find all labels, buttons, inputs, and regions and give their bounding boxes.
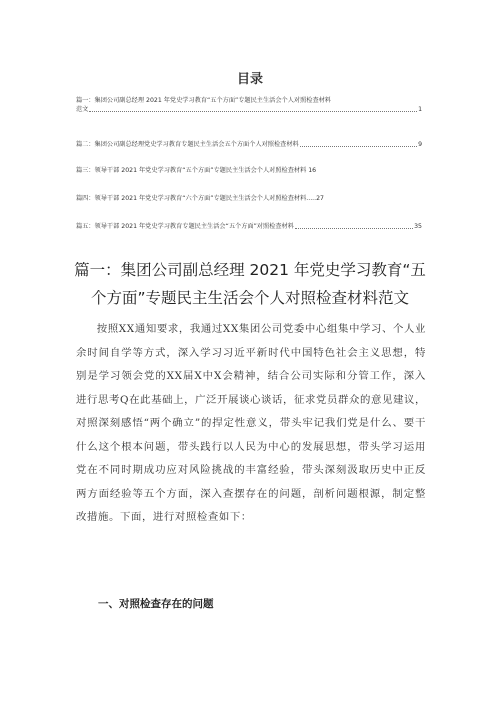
- toc-leader-dots: [295, 228, 413, 229]
- toc-title: 目录: [236, 72, 263, 87]
- toc-entry-2[interactable]: [76, 140, 422, 149]
- toc-entry-5[interactable]: [76, 222, 422, 231]
- toc-entry-5-page: 35: [414, 223, 422, 230]
- toc-entry-4[interactable]: [76, 194, 422, 203]
- toc-entry-4-text: 篇四：领导干部 2021 年党史学习教育“六个方面”专题民主生活会个人对照检查材料.....27: [76, 195, 324, 202]
- article-body: [76, 318, 426, 530]
- toc-entry-1-page: 1: [418, 106, 422, 113]
- section-heading: 一、对照检查存在的问题: [98, 598, 214, 610]
- toc-entry-5-text: 篇五：领导干部 2021 年党史学习教育专题民主生活会“五个方面”对照检查材料: [76, 223, 294, 230]
- toc-leader-dots: [300, 146, 417, 147]
- article-heading-line2: 个方面”专题民主生活会个人对照检查材料范文: [90, 289, 410, 307]
- article-heading: [70, 256, 430, 312]
- toc-leader-dots: [89, 111, 417, 112]
- toc-entry-1[interactable]: [76, 96, 422, 114]
- toc-entry-2-page: 9: [418, 141, 422, 148]
- toc-entry-3-text: 篇三：领导干部 2021 年党史学习教育“五个方面”专题民主生活会个人对照检查材料 16: [76, 167, 317, 174]
- article-heading-line1: 篇一：集团公司副总经理 2021 年党史学习教育“五: [74, 261, 426, 279]
- toc-entry-3[interactable]: [76, 166, 422, 175]
- body-paragraph: 按照XX通知要求，我通过XX集团公司党委中心组集中学习、个人业余时间自学等方式，深入学习习近平新时代中国特色社会主义思想，特别是学习领会党的XX届X中X会精神，结合公司实际和分管工作，深入进行思考Q在此基础上，广泛开展谈心谈话，征求党员群众的意见建议，对照深刻感悟“两个确立”的捍定性意义，带头牢记我们党是什么、要干什么这个根本问题，带头践行以人民为中心的发展思想，带头学习运用党在不同时期成功应对风险挑战的丰富经验，带头深刻汲取历史中正反两方面经验等五个方面，深入查摆存在的问题，剖析问题根源，制定整改措施。下面，进行对照检查如下：: [76, 323, 426, 523]
- toc-entry-2-text: 篇二：集团公司副总经理党史学习教育专题民主生活会五个方面个人对照检查材料: [76, 141, 299, 148]
- toc-entry-1-line2: 范文: [76, 106, 89, 113]
- toc-entry-1-line1: 篇一：集团公司副总经理 2021 年党史学习教育“五个方面”专题民主生活会个人对照检查材料: [76, 97, 332, 104]
